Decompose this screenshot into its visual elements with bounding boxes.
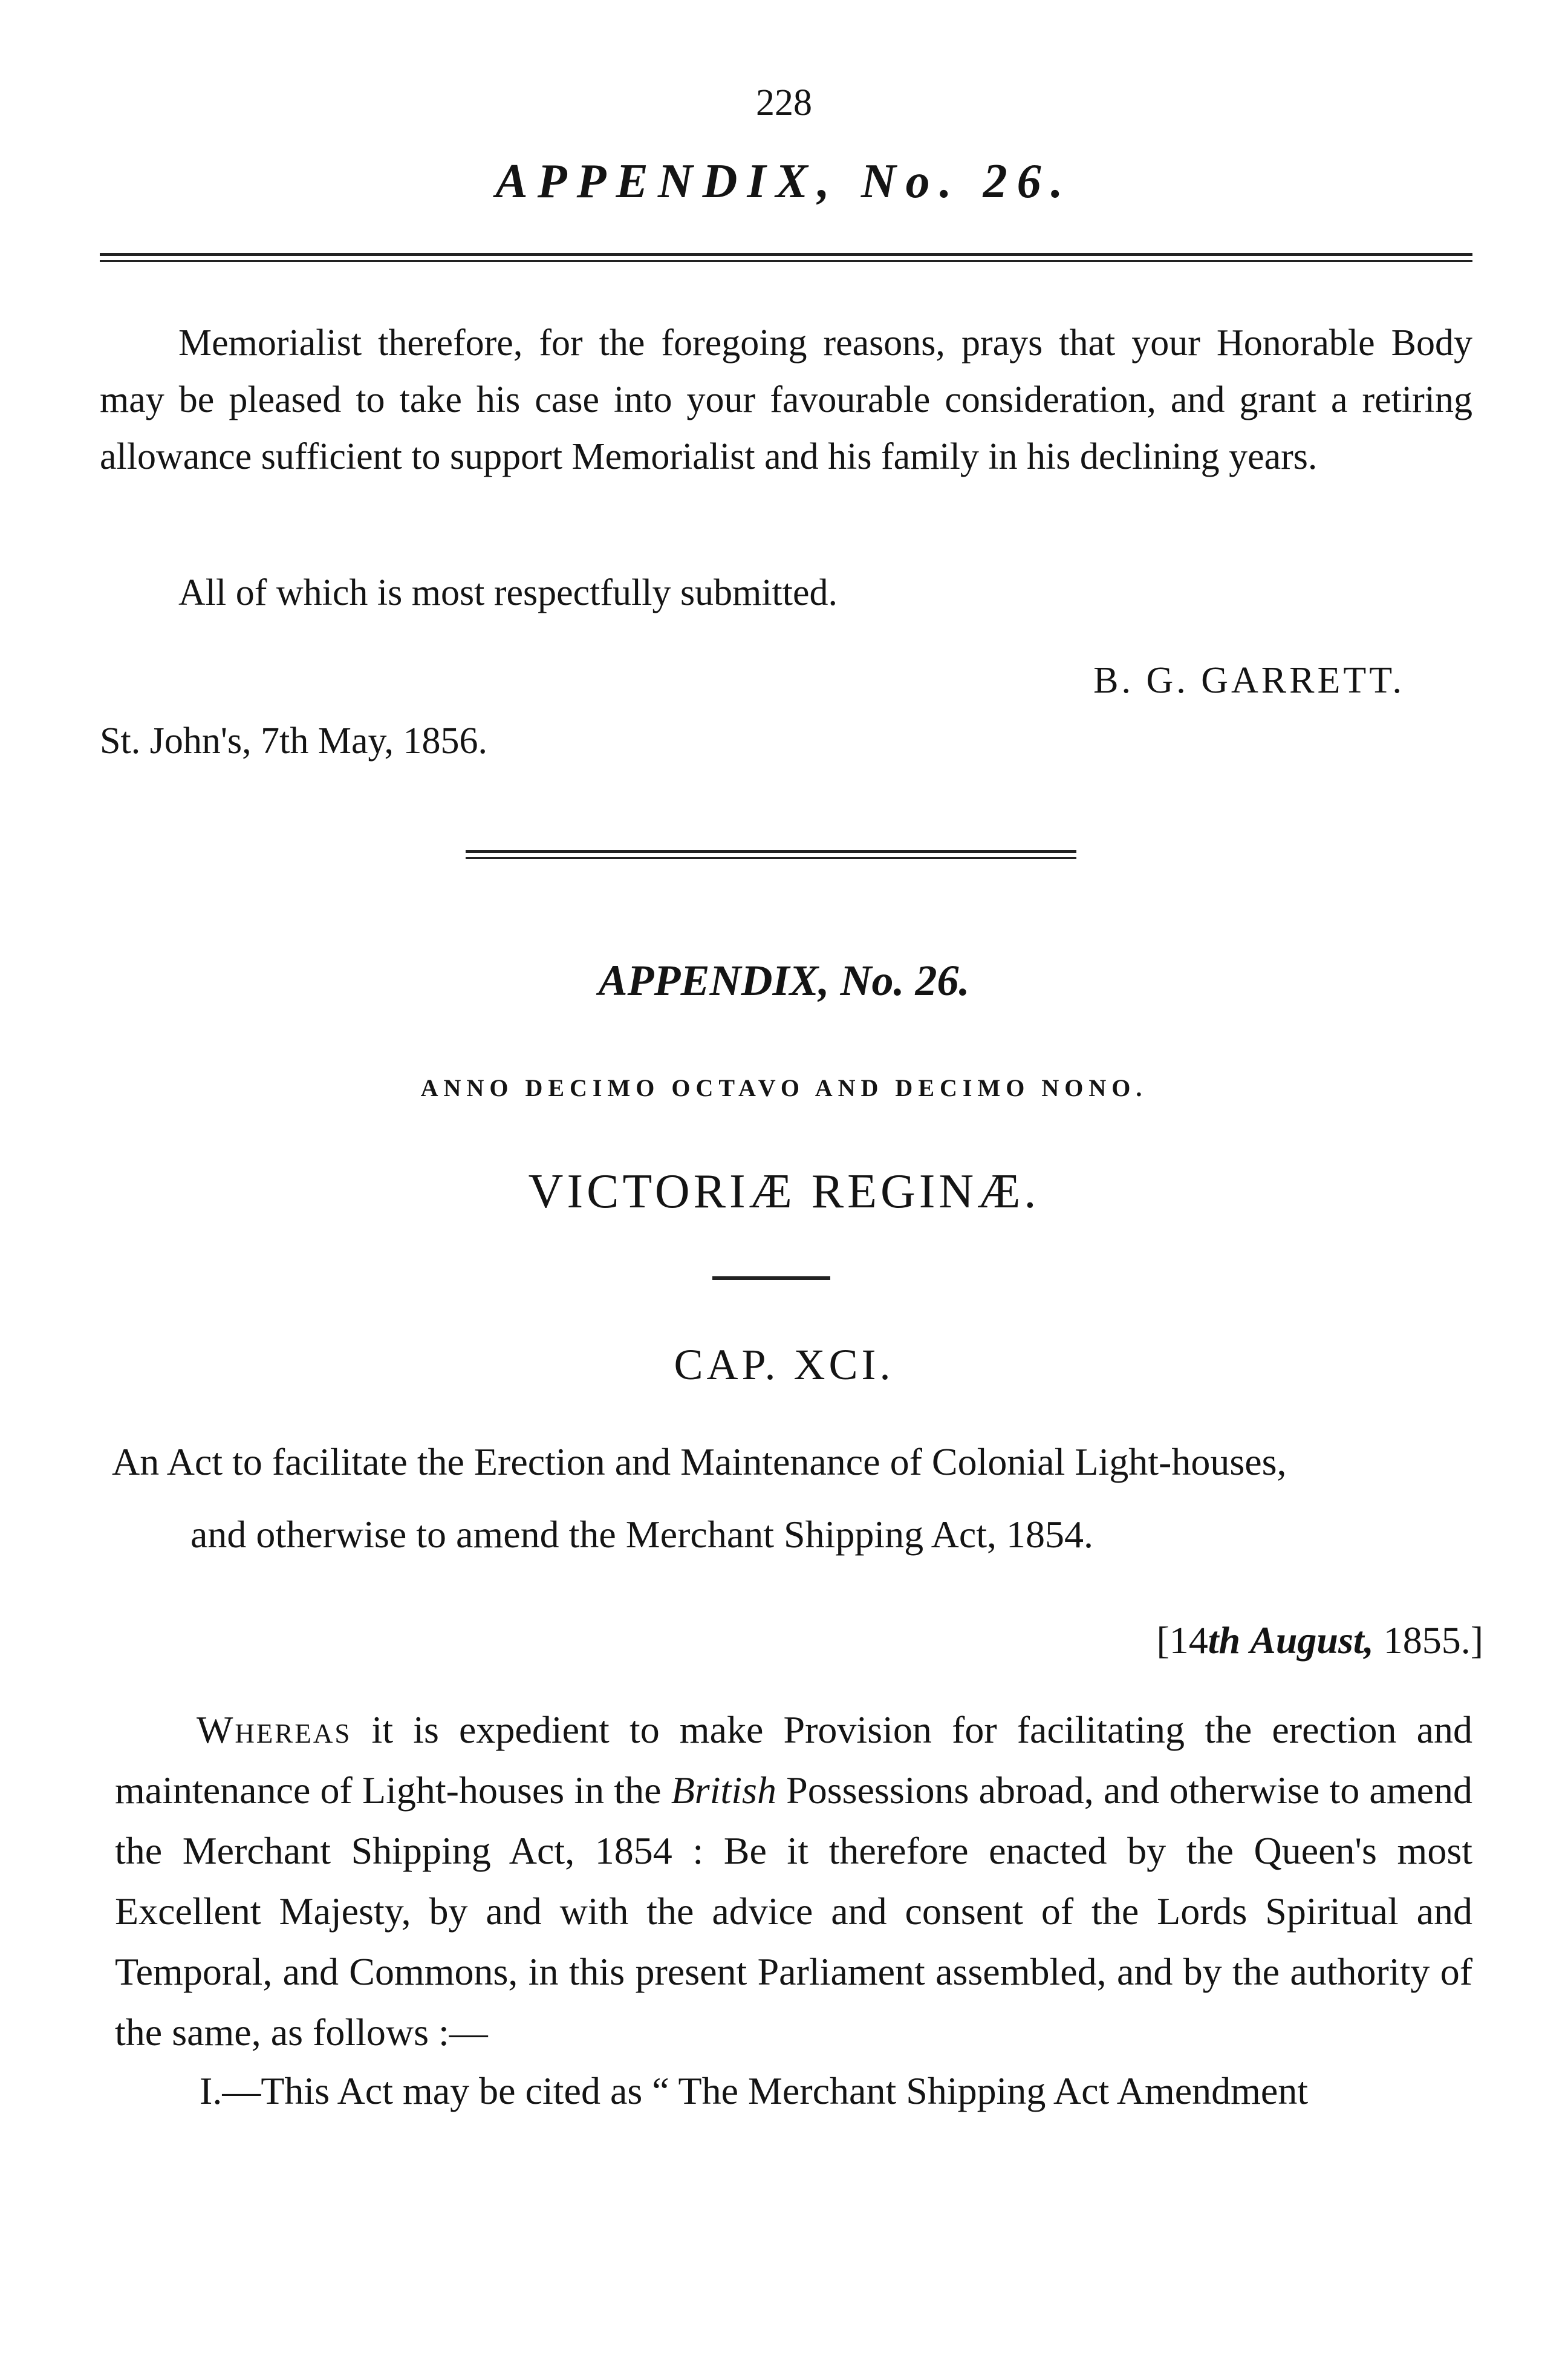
chapter-heading: CAP. XCI.: [674, 1340, 894, 1389]
act-date-month: August,: [1250, 1619, 1374, 1662]
header-double-rule: [100, 253, 1472, 262]
act-date-year: 1855.]: [1383, 1619, 1483, 1662]
anno-line: ANNO DECIMO OCTAVO AND DECIMO NONO.: [420, 1074, 1148, 1101]
signature: B. G. GARRETT.: [1093, 660, 1405, 701]
page-number: 228: [756, 82, 812, 123]
whereas-lead: Whereas: [197, 1708, 352, 1751]
memorial-dateline: St. John's, 7th May, 1856.: [100, 720, 487, 762]
appendix-heading: APPENDIX, No. 26.: [598, 956, 970, 1005]
section-double-rule: [466, 850, 1076, 859]
whereas-text-1: it is expedient to make Provision for facilitating the erection and maintenance of Light-houses in the: [115, 1708, 1472, 1812]
whereas-paragraph: [115, 1700, 1472, 2063]
whereas-british: British: [671, 1769, 776, 1812]
short-rule: [712, 1276, 830, 1280]
whereas-text-2: Possessions abroad, and otherwise to amend the Merchant Shipping Act, 1854 : Be it therefore enacted by the Queen's most Excellent Majesty, by and with the advice and consent of the Lords Spiritual and Temporal, and Commons, in this present Parliament assembled, and by the authority of the same, as follows :—: [115, 1769, 1473, 2054]
act-date-open: [14: [1156, 1619, 1208, 1662]
memorial-paragraph-text: Memorialist therefore, for the foregoing reasons, prays that your Honorable Body may be pleased to take his case into your favourable consideration, and grant a retiring allowance sufficient to support Memorialist and his family in his declining years.: [100, 322, 1472, 477]
act-title-line-1: An Act to facilitate the Erection and Maintenance of Colonial Light-houses,: [112, 1440, 1287, 1483]
section-1-line: I.—This Act may be cited as “ The Merchant Shipping Act Amendment: [200, 2069, 1309, 2112]
running-heading: APPENDIX, No. 26.: [495, 155, 1073, 208]
memorial-paragraph: [100, 315, 1472, 485]
memorial-closing: All of which is most respectfully submitted.: [178, 572, 838, 613]
act-title-line-2: and otherwise to amend the Merchant Shipping Act, 1854.: [190, 1513, 1094, 1556]
regnal-line: VICTORIÆ REGINÆ.: [528, 1165, 1040, 1218]
act-date: [1156, 1618, 1483, 1663]
act-date-th: th: [1208, 1619, 1241, 1662]
